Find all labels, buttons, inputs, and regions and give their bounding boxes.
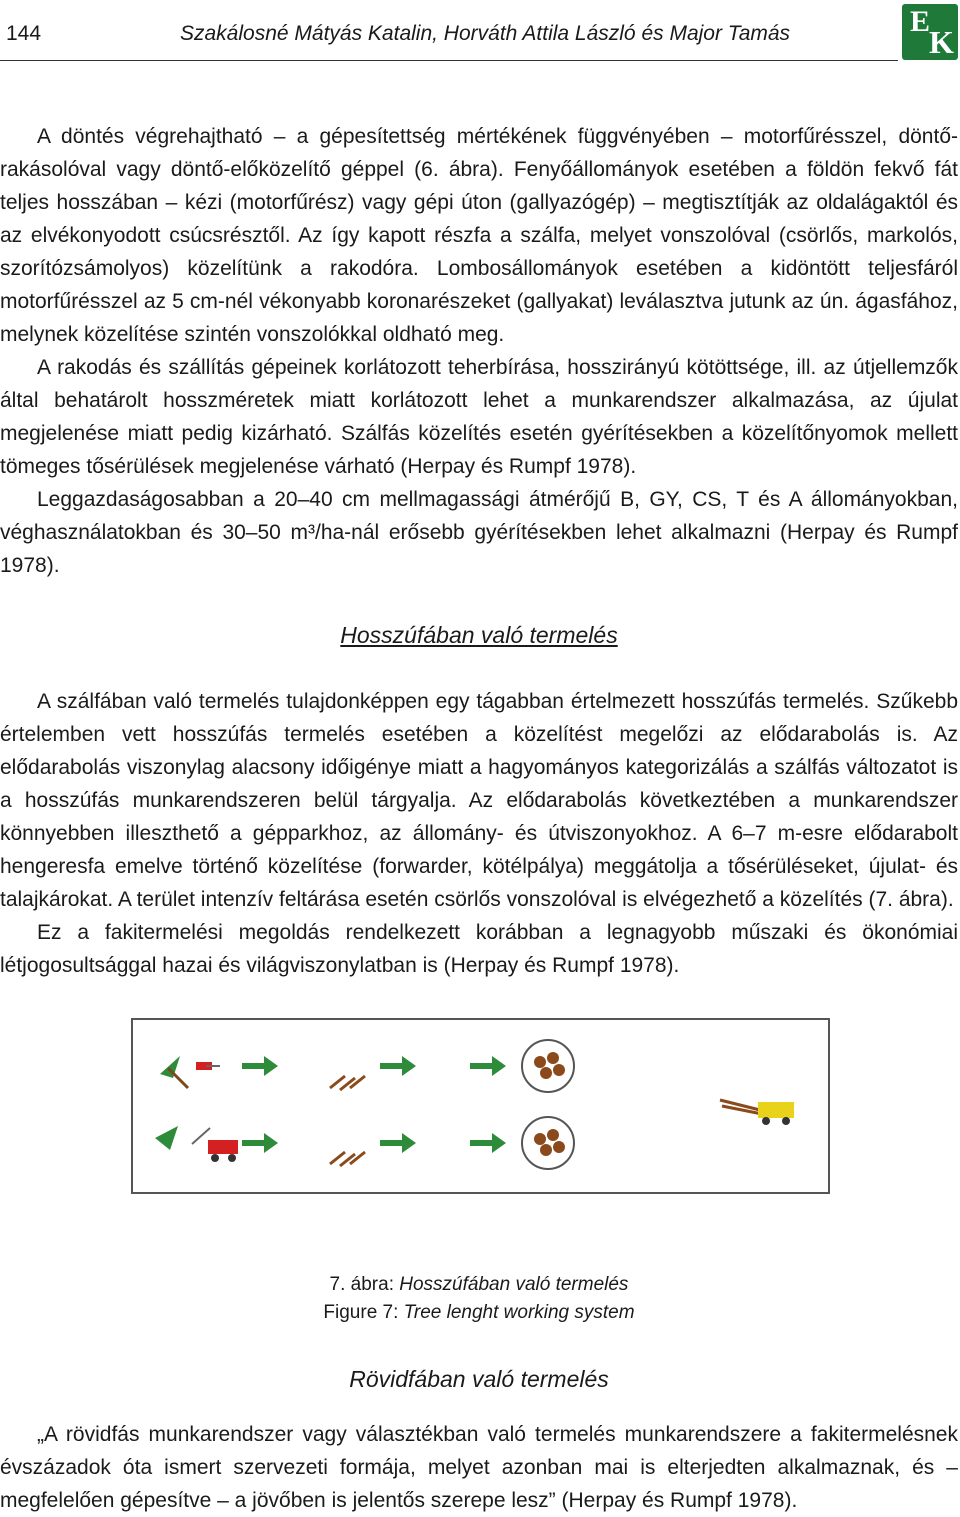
page-header: [0, 0, 960, 70]
paragraph: „A rövidfás munkarendszer vagy választékban való termelés munkarendszere a fakitermelésnek évszázadok óta ismert szervezeti formája, melyet azonban mai is elterjedten alkalmaznak, és – megfelelően gépesítve – a jövőben is jelentős szerepe lesz” (Herpay és Rumpf 1978).: [0, 1423, 958, 1512]
logo-letter-k: K: [929, 24, 954, 60]
running-title: Szakálosné Mátyás Katalin, Horváth Attila László és Major Tamás: [180, 22, 791, 45]
paragraph: Leggazdaságosabban a 20–40 cm mellmagassági átmérőjű B, GY, CS, T és A állományokban, véghasználatokban és 30–50 m³/ha-nál erősebb gyérítésekben lehet alkalmazni (Herpay és Rumpf 1978).: [0, 488, 958, 577]
caption-text: Tree lenght working system: [403, 1302, 635, 1323]
caption-text: Hosszúfában való termelés: [399, 1274, 629, 1295]
arrow-icon: [380, 1133, 416, 1153]
arrow-icon: [470, 1133, 506, 1153]
header-rule: [0, 60, 898, 61]
log-pile-icon: [522, 1117, 574, 1169]
arrow-icon: [380, 1056, 416, 1076]
section-heading: Hosszúfában való termelés: [340, 622, 618, 648]
harvester-icon: [155, 1126, 238, 1162]
caption-label: 7. ábra:: [329, 1274, 394, 1295]
arrow-icon: [242, 1056, 278, 1076]
felled-tree-icon: [160, 1056, 188, 1088]
logo-letter-e: E: [910, 5, 931, 38]
publisher-logo: [902, 4, 958, 60]
paragraph: Ez a fakitermelési megoldás rendelkezett korábban a legnagyobb műszaki és ökonómiai létjogosultsággal hazai és világviszonylatban is (Herpay és Rumpf 1978).: [0, 921, 958, 977]
figure-7: [0, 1018, 960, 1198]
paragraph: A döntés végrehajtható – a gépesítettség mértékének függvényében – motorfűrésszel, döntő-rakásolóval vagy döntő-előközelítő géppel (6. ábra). Fenyőállományok esetében a földön fekvő fát teljes hosszában – kézi (motorfűrész) vagy gépi úton (gallyazógép) – megtisztítják az oldalágaktól és az elvékonyodott csúcsrésztől. Az így kapott részfa a szálfa, melyet vonszolóval (csörlős, markolós, szorítózsámolyos) közelítünk a rakodóra. Lombosállományok esetében a kidöntött teljesfáról motorfűrésszel az 5 cm-nél vékonyabb koronarészeket (gallyakat) leválasztva jutunk az ún. ágasfához, melynek közelítése szintén vonszolókkal oldható meg.: [0, 125, 958, 346]
figure-caption-en: [0, 1299, 958, 1327]
log-pile-icon: [522, 1040, 574, 1092]
paragraph: A rakodás és szállítás gépeinek korlátozott teherbírása, hosszirányú kötöttsége, ill. az útjellemzők által behatárolt hosszméretek miatt korlátozott lehet a munkarendszer alkalmazása, az újulat megjelenése miatt pedig kizárható. Szálfás közelítés esetén gyérítésekben a közelítőnyomok mellett tömeges tősérülések megjelenése várható (Herpay és Rumpf 1978).: [0, 356, 958, 478]
arrow-icon: [470, 1056, 506, 1076]
figure-captions: [0, 1271, 958, 1327]
page-body: [0, 120, 958, 1517]
page-number: 144: [6, 22, 42, 45]
logs-icon: [330, 1152, 365, 1166]
arrow-icon: [242, 1133, 278, 1153]
figure-illustration: [0, 1018, 960, 1198]
chainsaw-icon: [196, 1062, 220, 1070]
logs-icon: [330, 1076, 365, 1090]
forwarder-icon: [720, 1100, 794, 1125]
section-heading: Rövidfában való termelés: [349, 1366, 609, 1392]
figure-caption-hu: [0, 1271, 958, 1299]
caption-label: Figure 7:: [323, 1302, 399, 1323]
paragraph: A szálfában való termelés tulajdonképpen egy tágabban értelmezett hosszúfás termelés. Szűkebb értelemben vett hosszúfás termelés esetében a közelítést megelőzi az elődarabolás is. Az elődarabolás viszonylag alacsony időigénye miatt a hagyományos kategorizálás a szálfás változatot is a hosszúfás munkarendszeren belül tárgyalja. Az elődarabolás következtében a munkarendszer könnyebben illeszthető a gépparkhoz, az állomány- és útviszonyokhoz. A 6–7 m-esre elődarabolt hengeresfa emelve történő közelítése (forwarder, kötélpálya) meggátolja a tősérüléseket, újulat- és talajkárokat. A terület intenzív feltárása esetén csörlős vonszolóval is elvégezhető a közelítés (7. ábra).: [0, 690, 958, 911]
